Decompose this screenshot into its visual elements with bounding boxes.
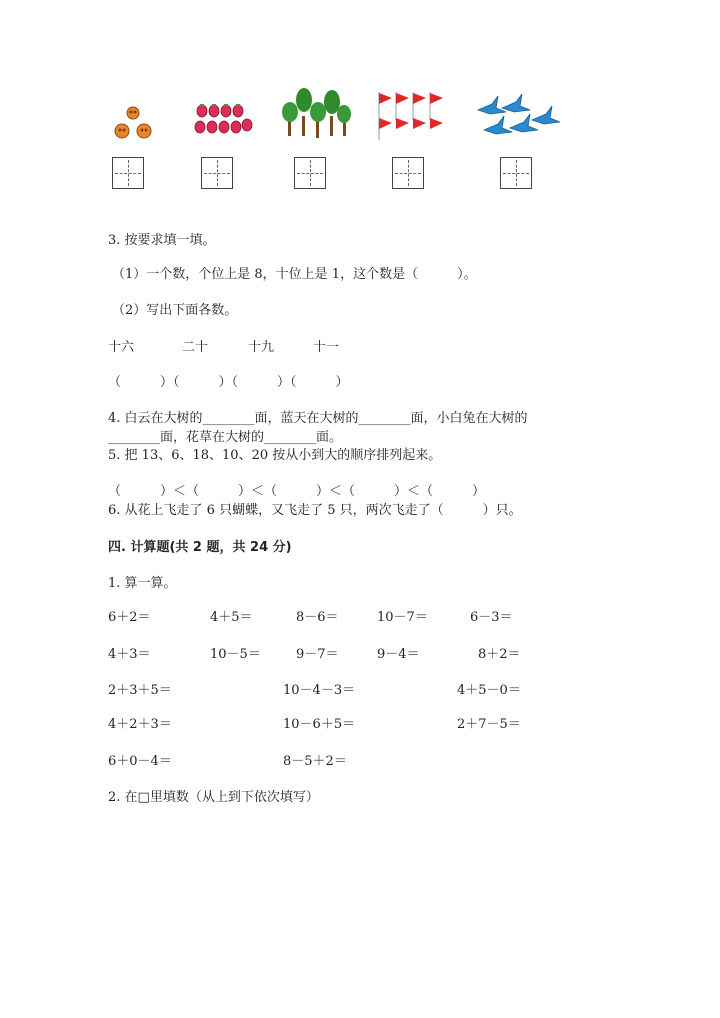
calc-item: 6＋2＝ — [108, 610, 151, 625]
q3-title: 3. 按要求填一填。 — [108, 233, 216, 248]
cranes-picture — [474, 94, 560, 140]
strawberries-picture — [192, 103, 254, 141]
calc-item: 8－6＝ — [296, 610, 339, 625]
q3-word-4: 十一 — [313, 340, 340, 355]
q4-line2: ________面，花草在大树的________面。 — [108, 430, 343, 445]
tigers-picture — [108, 103, 158, 143]
flag-icon — [379, 92, 443, 140]
calc-item: 4＋5－0＝ — [457, 683, 521, 698]
section4-q1-title: 1. 算一算。 — [108, 576, 177, 591]
calc-item: 2＋3＋5＝ — [108, 683, 172, 698]
q6-text: 6. 从花上飞走了 6 只蝴蝶，又飞走了 5 只，两次飞走了（ ）只。 — [108, 503, 522, 518]
answer-box-1[interactable] — [112, 157, 144, 189]
calc-item: 10－6＋5＝ — [283, 717, 356, 732]
answer-box-3[interactable] — [294, 157, 326, 189]
calc-item: 9－7＝ — [296, 647, 339, 662]
q3-part2: （2）写出下面各数。 — [112, 303, 238, 318]
q3-blanks[interactable]: （ ）（ ）（ ）（ ） — [108, 375, 349, 390]
calc-item: 4＋3＝ — [108, 647, 151, 662]
calc-item: 8＋2＝ — [478, 647, 521, 662]
calc-item: 10－4－3＝ — [283, 683, 356, 698]
answer-box-2[interactable] — [201, 157, 233, 189]
section4-heading: 四. 计算题(共 2 题，共 24 分) — [108, 540, 292, 555]
calc-item: 10－7＝ — [377, 610, 428, 625]
calc-item: 10－5＝ — [210, 647, 261, 662]
section4-q2-title: 2. 在□里填数（从上到下依次填写） — [108, 790, 319, 805]
q3-word-3: 十九 — [248, 340, 275, 355]
answer-box-4[interactable] — [392, 157, 424, 189]
calc-item: 4＋5＝ — [210, 610, 253, 625]
q3-word-2: 二十 — [182, 340, 209, 355]
flags-picture — [375, 90, 449, 142]
tiger-icon — [115, 107, 151, 138]
calc-item: 4＋2＋3＝ — [108, 717, 172, 732]
q4-line1: 4. 白云在大树的________面，蓝天在大树的________面，小白兔在大树的 — [108, 411, 528, 426]
q5-text: 5. 把 13、6、18、10、20 按从小到大的顺序排列起来。 — [108, 448, 442, 463]
q5-blanks[interactable]: （ ）＜（ ）＜（ ）＜（ ）＜（ ） — [108, 484, 486, 499]
strawberry-icon — [195, 105, 252, 133]
calc-item: 9－4＝ — [377, 647, 420, 662]
crane-icon — [478, 94, 560, 134]
answer-box-5[interactable] — [500, 157, 532, 189]
calc-item: 6＋0－4＝ — [108, 754, 172, 769]
calc-item: 6－3＝ — [470, 610, 513, 625]
q3-part1: （1）一个数，个位上是 8，十位上是 1，这个数是（ ）。 — [112, 267, 477, 282]
calc-item: 2＋7－5＝ — [457, 717, 521, 732]
tree-icon — [282, 88, 351, 138]
calc-item: 8－5＋2＝ — [283, 754, 347, 769]
trees-picture — [280, 88, 354, 140]
q3-word-1: 十六 — [108, 340, 135, 355]
